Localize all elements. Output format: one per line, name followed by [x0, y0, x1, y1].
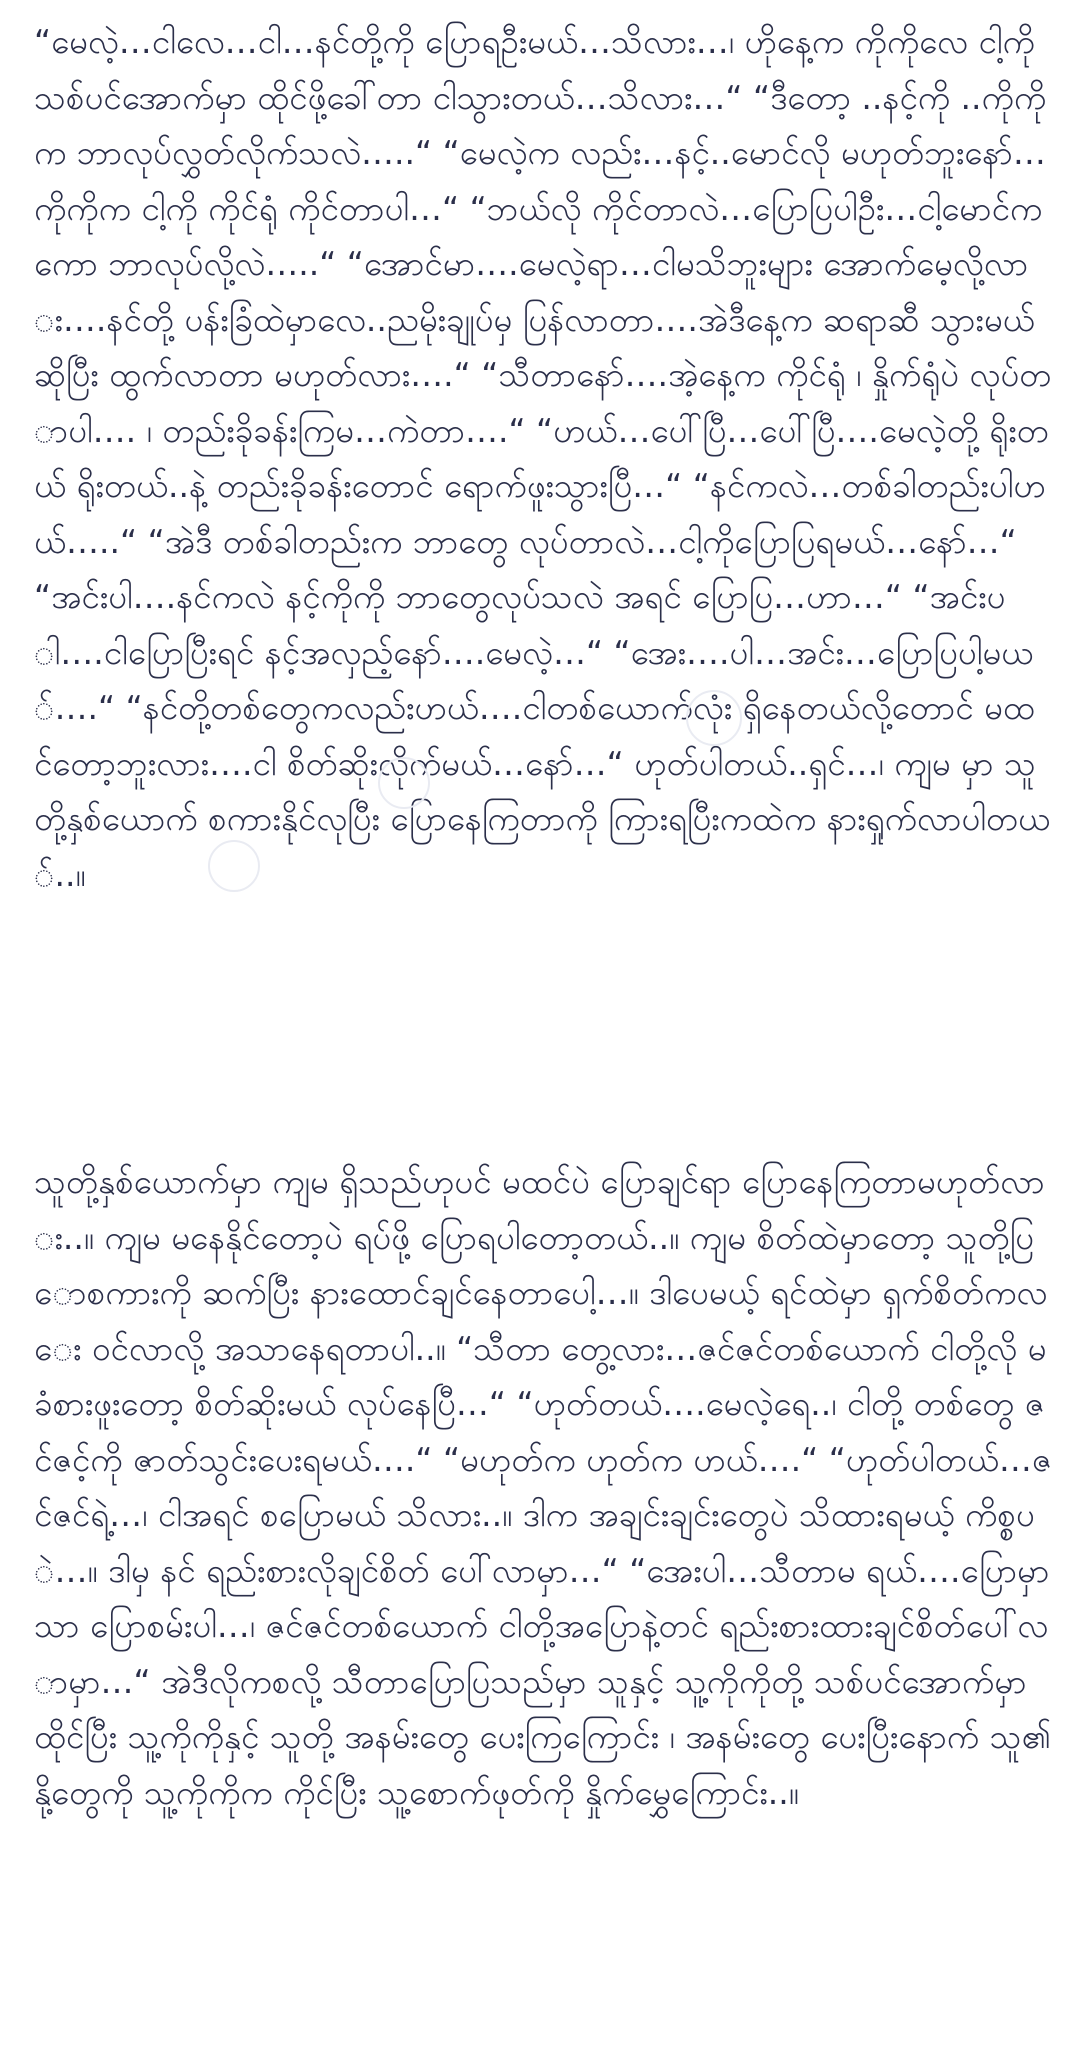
- story-paragraph-2: သူတို့နှစ်ယောက်မှာ ကျမ ရှိသည်ဟုပင် မထင်ပဲ ပြောချင်ရာ ပြောနေကြတာမဟုတ်လား..။ ကျမ မနေနိုင်တော့ပဲ ရပ်ဖို့ ပြောရပါတော့တယ်..။ ကျမ စိတ်ထဲမှာတော့ သူတို့ပြောစကားကို ဆက်ပြီး နားထောင်ချင်နေတာပေါ့…။ ဒါပေမယ့် ရင်ထဲမှာ ရှက်စိတ်ကလေး ဝင်လာလို့ အသာနေရတာပါ..။ “သီတာ တွေ့လား…ဇင်ဇင်တစ်ယောက် ငါတို့လို မခံစားဖူးတော့ စိတ်ဆိုးမယ် လုပ်နေပြီ…“ “ဟုတ်တယ်….မေလဲ့ရေ..၊ ငါတို့ တစ်တွေ ဇင်ဇင့်ကို ဇာတ်သွင်းပေးရမယ်….“ “မဟုတ်က ဟုတ်က ဟယ်….“ “ဟုတ်ပါတယ်…ဇင်ဇင်ရဲ့…၊ ငါအရင် စပြောမယ် သိလား..။ ဒါက အချင်းချင်းတွေပဲ သိထားရမယ့် ကိစ္စပဲ…။ ဒါမှ နင် ရည်းစားလိုချင်စိတ် ပေါ်လာမှာ…“ “အေးပါ…သီတာမ ရယ်….ပြောမှာသာ ပြောစမ်းပါ…၊ ဇင်ဇင်တစ်ယောက် ငါတို့အပြောနဲ့တင် ရည်းစားထားချင်စိတ်ပေါ်လာမှာ…“ အဲဒီလိုကစလို့ သီတာပြောပြသည်မှာ သူနှင့် သူ့ကိုကိုတို့ သစ်ပင်အောက်မှာ ထိုင်ပြီး သူ့ကိုကိုနှင့် သူတို့ အနမ်းတွေ ပေးကြကြောင်း ၊ အနမ်းတွေ ပေးပြီးနောက် သူ၏ နို့တွေကို သူ့ကိုကိုက ကိုင်ပြီး သူ့စောက်ဖုတ်ကို နှိုက်မွှေကြောင်း..။: [34, 1162, 1052, 1812]
- story-paragraph-1: “မေလဲ့…ငါလေ…ငါ…နင်တို့ကို ပြောရဦးမယ်…သိလား…၊ ဟိုနေ့က ကိုကိုလေ ငါ့ကို သစ်ပင်အောက်မှာ ထိုင်ဖို့ခေါ်တာ ငါသွားတယ်…သိလား…“ “ဒီတော့ ..နင့်ကို ..ကိုကိုက ဘာလုပ်လွှတ်လိုက်သလဲ…..“ “မေလဲ့က လည်း…နင့်..မောင်လို မဟုတ်ဘူးနော်…ကိုကိုက ငါ့ကို ကိုင်ရုံ ကိုင်တာပါ…“ “ဘယ်လို ကိုင်တာလဲ…ပြောပြပါဦး…ငါ့မောင်ကကော ဘာလုပ်လို့လဲ…..“ “အောင်မာ….မေလဲ့ရာ…ငါမသိဘူးများ အောက်မေ့လို့လား….နင်တို့ ပန်းခြံထဲမှာလေ..ညမိုးချုပ်မှ ပြန်လာတာ….အဲဒီနေ့က ဆရာဆီ သွားမယ်ဆိုပြီး ထွက်လာတာ မဟုတ်လား….“ “သီတာနော်….အဲ့နေ့က ကိုင်ရုံ ၊ နှိုက်ရုံပဲ လုပ်တာပါ…. ၊ တည်းခိုခန်းကြမ…ကဲတာ….“ “ဟယ်…ပေါ်ပြီ…ပေါ်ပြီ….မေလဲ့တို့ ရိုးတယ် ရိုးတယ်..နဲ့ တည်းခိုခန်းတောင် ရောက်ဖူးသွားပြီ…“ “နင်ကလဲ…တစ်ခါတည်းပါဟယ်…..“ “အဲဒီ တစ်ခါတည်းက ဘာတွေ လုပ်တာလဲ…ငါ့ကိုပြောပြရမယ်…နော်…“ “အင်းပါ….နင်ကလဲ နင့်ကိုကို ဘာတွေလုပ်သလဲ အရင် ပြောပြ…ဟာ…“ “အင်းပါ….ငါပြောပြီးရင် နင့်အလှည့်နော်….မေလဲ့…“ “အေး….ပါ…အင်း…ပြောပြပါ့မယ်….“ “နင်တို့တစ်တွေကလည်းဟယ်….ငါတစ်ယောက်လုံး ရှိနေတယ်လို့တောင် မထင်တော့ဘူးလား….ငါ စိတ်ဆိုးလိုက်မယ်…နော်…“ ဟုတ်ပါတယ်..ရှင်…၊ ကျမ မှာ သူတို့နှစ်ယောက် စကားနိုင်လုပြီး ပြောနေကြတာကို ကြားရပြီးကထဲက နားရှုက်လာပါတယ်..။: [34, 22, 1052, 894]
